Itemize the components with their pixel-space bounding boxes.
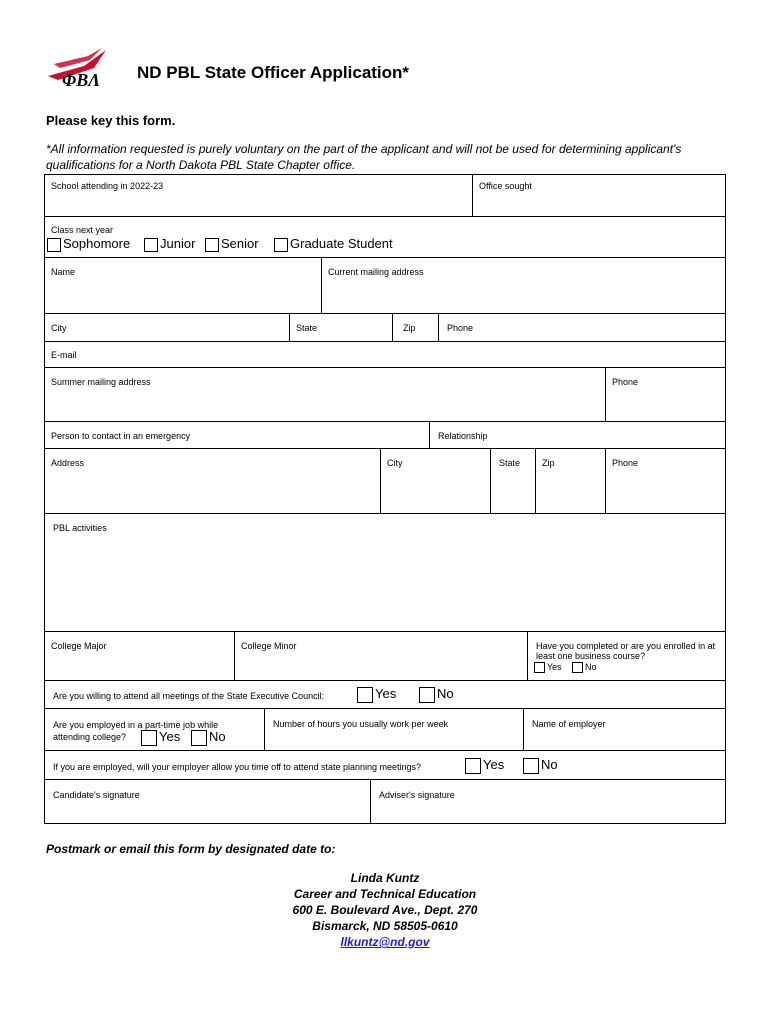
ec-zip-label: Zip <box>542 458 555 468</box>
footer-heading: Postmark or email this form by designated date to: <box>46 842 336 856</box>
ec-city-field[interactable] <box>380 449 490 513</box>
page-title: ND PBL State Officer Application* <box>137 63 410 82</box>
email-field[interactable] <box>44 341 726 368</box>
logo-text: ΦΒΛ <box>62 70 101 90</box>
meetings-yes-option[interactable]: Yes <box>357 686 396 703</box>
meetings-yes-checkbox[interactable] <box>357 687 373 703</box>
activities-label: PBL activities <box>53 523 107 533</box>
summer-address-field[interactable] <box>45 368 605 421</box>
employed-yes-option[interactable]: Yes <box>141 729 180 746</box>
ec-state-label: State <box>499 458 521 468</box>
state-label: State <box>296 323 318 333</box>
time-off-no-checkbox[interactable] <box>523 758 539 774</box>
relationship-field[interactable] <box>429 422 725 448</box>
business-no-checkbox[interactable] <box>572 662 583 673</box>
business-yes-option[interactable]: Yes <box>534 662 562 673</box>
summer-phone-label: Phone <box>612 377 639 387</box>
business-course-label: Have you completed or are you enrolled in at least one business course? <box>536 641 716 661</box>
candidate-signature-label: Candidate's signature <box>53 790 140 800</box>
mailing-address-block <box>0 870 770 950</box>
school-field[interactable] <box>45 175 472 216</box>
ec-phone-label: Phone <box>612 458 639 468</box>
city-field[interactable] <box>45 314 289 341</box>
instruction-text: Please key this form. <box>46 113 176 128</box>
mailing-address-field[interactable] <box>321 258 725 313</box>
zip-label: Zip <box>403 323 416 333</box>
summer-address-label: Summer mailing address <box>51 377 151 387</box>
graduate-checkbox[interactable] <box>274 238 288 252</box>
business-no-option[interactable]: No <box>572 662 597 673</box>
employed-no-checkbox[interactable] <box>191 730 207 746</box>
mailing-address-label: Current mailing address <box>328 267 424 277</box>
contact-dept: Career and Technical Education <box>293 887 477 901</box>
row-employment <box>44 708 726 751</box>
class-option-graduate[interactable]: Graduate Student <box>274 236 393 252</box>
employed-field <box>45 709 264 750</box>
hours-field[interactable] <box>264 709 523 750</box>
adviser-signature-field[interactable] <box>370 780 725 823</box>
name-label: Name <box>51 267 76 277</box>
employed-yes-checkbox[interactable] <box>141 730 157 746</box>
candidate-signature-field[interactable] <box>45 780 370 823</box>
class-label: Class next year <box>51 225 114 235</box>
major-label: College Major <box>51 641 107 651</box>
row-signatures <box>44 779 726 824</box>
email-label: E-mail <box>51 350 77 360</box>
hours-label: Number of hours you usually work per week <box>273 719 449 729</box>
ec-phone-field[interactable] <box>605 449 725 513</box>
employed-question: Are you employed in a part-time job while attending college? <box>53 720 219 742</box>
office-field[interactable] <box>472 175 725 216</box>
row-time-off <box>44 750 726 780</box>
adviser-signature-label: Adviser's signature <box>379 790 455 800</box>
contact-city: Bismarck, ND 58505-0610 <box>312 919 458 933</box>
class-option-senior[interactable]: Senior <box>205 236 259 252</box>
senior-checkbox[interactable] <box>205 238 219 252</box>
zip-field[interactable] <box>392 314 438 341</box>
time-off-yes-option[interactable]: Yes <box>465 757 504 774</box>
row-school <box>44 174 726 217</box>
ec-state-field[interactable] <box>490 449 535 513</box>
summer-phone-field[interactable] <box>605 368 725 421</box>
row-college <box>44 631 726 681</box>
minor-field[interactable] <box>234 632 527 680</box>
pbl-logo <box>44 46 128 90</box>
business-yes-checkbox[interactable] <box>534 662 545 673</box>
row-class <box>44 216 726 258</box>
employer-label: Name of employer <box>532 719 606 729</box>
disclaimer-text: *All information requested is purely voluntary on the part of the applicant and will not be used for determining applicant's qualifications for a North Dakota PBL State Chapter office. <box>46 142 682 172</box>
junior-checkbox[interactable] <box>144 238 158 252</box>
row-summer <box>44 367 726 422</box>
row-emergency <box>44 421 726 449</box>
business-course-field <box>527 632 725 680</box>
row-name <box>44 257 726 314</box>
contact-name: Linda Kuntz <box>350 871 420 885</box>
major-field[interactable] <box>45 632 234 680</box>
contact-email-link[interactable]: llkuntz@nd.gov <box>340 935 430 949</box>
phone-field[interactable] <box>438 314 725 341</box>
emergency-contact-label: Person to contact in an emergency <box>51 431 191 441</box>
row-ec-address <box>44 448 726 514</box>
city-label: City <box>51 323 67 333</box>
sophomore-checkbox[interactable] <box>47 238 61 252</box>
class-option-sophomore[interactable]: Sophomore <box>47 236 130 252</box>
meetings-no-checkbox[interactable] <box>419 687 435 703</box>
ec-zip-field[interactable] <box>535 449 605 513</box>
time-off-no-option[interactable]: No <box>523 757 558 774</box>
ec-city-label: City <box>387 458 403 468</box>
employer-field[interactable] <box>523 709 725 750</box>
office-label: Office sought <box>479 181 532 191</box>
ec-address-field[interactable] <box>45 449 380 513</box>
time-off-yes-checkbox[interactable] <box>465 758 481 774</box>
class-option-junior[interactable]: Junior <box>144 236 195 252</box>
employed-no-option[interactable]: No <box>191 729 226 746</box>
time-off-question: If you are employed, will your employer allow you time off to attend state planning meetings? <box>53 762 422 772</box>
activities-field[interactable] <box>44 513 726 632</box>
school-label: School attending in 2022-23 <box>51 181 164 191</box>
phone-label: Phone <box>447 323 474 333</box>
state-field[interactable] <box>289 314 392 341</box>
emergency-contact-field[interactable] <box>45 422 429 448</box>
meetings-question: Are you willing to attend all meetings of the State Executive Council: <box>53 691 325 701</box>
ec-address-label: Address <box>51 458 85 468</box>
row-city <box>44 313 726 342</box>
row-meetings <box>44 680 726 709</box>
relationship-label: Relationship <box>438 431 488 441</box>
meetings-no-option[interactable]: No <box>419 686 454 703</box>
minor-label: College Minor <box>241 641 297 651</box>
name-field[interactable] <box>45 258 321 313</box>
contact-street: 600 E. Boulevard Ave., Dept. 270 <box>292 903 478 917</box>
